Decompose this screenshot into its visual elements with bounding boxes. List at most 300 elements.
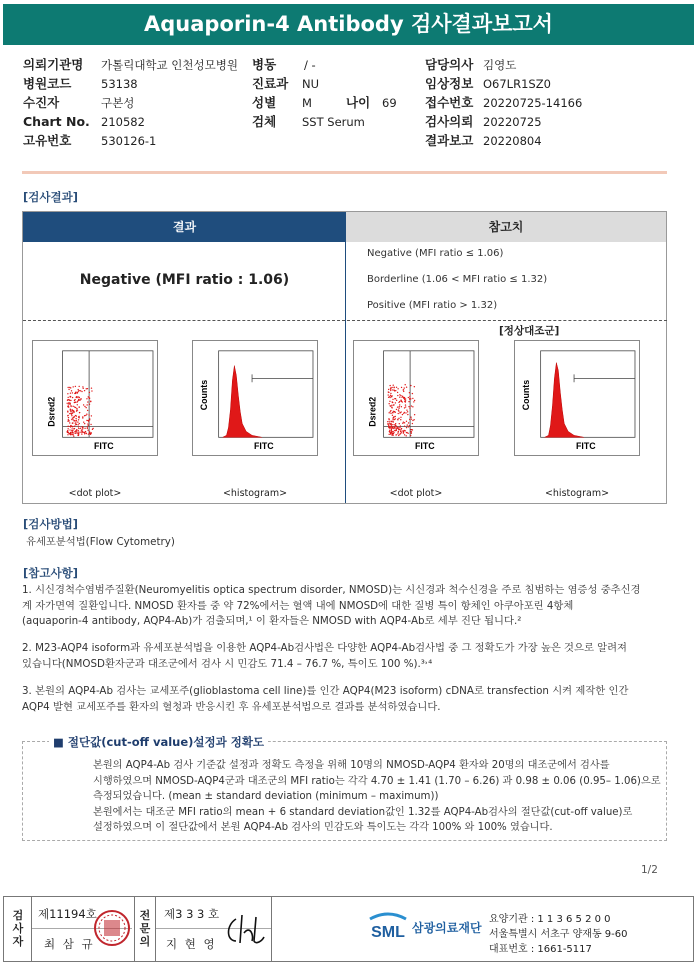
- dot-point: [405, 401, 406, 402]
- dot-point: [398, 429, 399, 430]
- dot-point: [406, 387, 407, 388]
- dot-point: [392, 427, 393, 428]
- dot-point: [76, 402, 77, 403]
- dot-point: [91, 387, 92, 388]
- dot-point: [87, 428, 88, 429]
- dot-point: [394, 426, 395, 427]
- dot-point: [83, 404, 84, 405]
- dot-point: [69, 402, 70, 403]
- dot-point: [82, 428, 83, 429]
- dot-point: [84, 432, 85, 433]
- dot-point: [399, 401, 400, 402]
- dot-point: [391, 396, 392, 397]
- dot-point: [409, 392, 410, 393]
- dot-point: [84, 433, 85, 434]
- note-3: 3. 본원의 AQP4-Ab 검사는 교세포주(glioblastoma cell line)를 인간 AQP4(M23 isoform) cDNA로 transfection 시켜 제작한 인간 AQP4 발현 교세포주를 환자의 혈청과 반응시킨 후 유세포분석법으로 결과를 분석하였습니다.: [22, 685, 629, 713]
- dot-point: [396, 400, 397, 401]
- dot-point: [75, 421, 76, 422]
- dot-point: [67, 403, 68, 404]
- dot-point: [86, 388, 87, 389]
- dot-point: [389, 431, 390, 432]
- result-value: Negative (MFI ratio : 1.06): [79, 272, 290, 288]
- dot-point: [83, 421, 84, 422]
- dot-point: [403, 431, 404, 432]
- dot-point: [410, 431, 411, 432]
- dot-point: [84, 415, 85, 416]
- dot-point: [406, 432, 407, 433]
- dot-point: [391, 432, 392, 433]
- page-number: 1/2: [641, 864, 658, 876]
- dot-point: [403, 391, 404, 392]
- histogram-peak: [223, 366, 262, 438]
- dot-point: [78, 430, 79, 431]
- dot-point: [412, 406, 413, 407]
- dot-point: [405, 400, 406, 401]
- inspector-seal-icon: [92, 903, 132, 953]
- dot-point: [401, 387, 402, 388]
- dot-point: [404, 398, 405, 399]
- dot-point: [413, 401, 414, 402]
- dot-point: [404, 426, 405, 427]
- dot-point: [77, 421, 78, 422]
- dot-point: [398, 427, 399, 428]
- dot-point: [69, 396, 70, 397]
- dot-point: [410, 435, 411, 436]
- dot-point: [404, 422, 405, 423]
- dot-point: [84, 423, 85, 424]
- dot-point: [400, 431, 401, 432]
- dot-point: [89, 392, 90, 393]
- dot-point: [68, 403, 69, 404]
- dot-point: [408, 422, 409, 423]
- note-2: 2. M23-AQP4 isoform과 유세포분석법을 이용한 AQP4-Ab검사법은 다양한 AQP4-Ab검사법 중 그 정확도가 가장 높은 것으로 알려져 있습니다(NMOSD환자군과 대조군에서 검사 시 민감도 71.4 – 76.7 %, 특이도 100 %).³˒⁴: [22, 642, 628, 670]
- x-axis-label: FITC: [94, 441, 114, 452]
- dot-point: [391, 387, 392, 388]
- dot-point: [390, 395, 391, 396]
- dot-point: [391, 421, 392, 422]
- dot-point: [71, 409, 72, 410]
- dot-point: [412, 398, 413, 399]
- dot-point: [80, 428, 81, 429]
- dot-point: [392, 399, 393, 400]
- dot-point: [82, 386, 83, 387]
- dot-point: [399, 397, 400, 398]
- dot-point: [75, 422, 76, 423]
- dot-point: [87, 423, 88, 424]
- dot-point: [90, 401, 91, 402]
- dot-point: [392, 421, 393, 422]
- dot-point: [406, 409, 407, 410]
- dot-point: [409, 396, 410, 397]
- address: 서울특별시 서초구 양재동 9-60: [489, 929, 628, 940]
- dot-point: [67, 406, 68, 407]
- dot-point: [388, 389, 389, 390]
- result-header: 결과: [23, 212, 346, 242]
- dot-point: [88, 414, 89, 415]
- dot-point: [409, 408, 410, 409]
- inspector-name: 최 삼 규: [44, 937, 95, 951]
- dot-point: [75, 418, 76, 419]
- dot-point: [77, 404, 78, 405]
- dot-point: [82, 416, 83, 417]
- dot-point: [70, 410, 71, 411]
- dot-point: [399, 427, 400, 428]
- dot-point: [398, 410, 399, 411]
- dot-point: [73, 428, 74, 429]
- dot-point: [411, 433, 412, 434]
- dot-point: [402, 423, 403, 424]
- dot-point: [405, 435, 406, 436]
- dot-point: [397, 433, 398, 434]
- dot-point: [67, 393, 68, 394]
- specialist-label: 전문의: [139, 909, 151, 948]
- dot-point: [72, 386, 73, 387]
- dot-point: [407, 411, 408, 412]
- note-1: 1. 시신경척수염범주질환(Neuromyelitis optica spectrum disorder, NMOSD)는 시신경과 척수신경을 주로 침범하는 염증성 중추신경 계 자가면역 질환입니다. NMOSD 환자를 중 약 72%에서는 혈액 내에 NMOSD에 대한 질병 특이 항체인 아쿠아포린 4항체 (aquaporin-4 antibody, AQP4-Ab)가 검출되며,¹ 이 환자들은 NMOSD with AQP4-Ab로 세부 진단 됩니다.²: [22, 584, 641, 627]
- agency-number: 요양기관 : 1 1 3 6 5 2 0 0: [489, 914, 611, 925]
- dot-point: [401, 400, 402, 401]
- dot-point: [393, 411, 394, 412]
- dot-point: [71, 415, 72, 416]
- dot-point: [397, 392, 398, 393]
- dot-point: [409, 419, 410, 420]
- dot-point: [74, 426, 75, 427]
- plot-frame: [384, 351, 474, 437]
- specialist-number: 제3 3 3 호: [164, 907, 220, 921]
- plot-caption: <dot plot>: [68, 488, 122, 499]
- dot-point: [76, 409, 77, 410]
- dot-point: [82, 427, 83, 428]
- dot-point: [388, 412, 389, 413]
- dot-point: [407, 414, 408, 415]
- dot-point: [78, 417, 79, 418]
- dot-point: [67, 415, 68, 416]
- dot-point: [395, 416, 396, 417]
- dot-point: [400, 395, 401, 396]
- y-axis-label: Counts: [520, 379, 531, 411]
- dot-point: [406, 427, 407, 428]
- dot-point: [392, 419, 393, 420]
- x-axis-label: FITC: [576, 441, 596, 452]
- dot-point: [71, 419, 72, 420]
- dot-point: [67, 387, 68, 388]
- dot-point: [81, 432, 82, 433]
- dot-point: [388, 403, 389, 404]
- dot-point: [395, 425, 396, 426]
- dot-point: [67, 434, 68, 435]
- dot-point: [71, 414, 72, 415]
- dot-point: [412, 420, 413, 421]
- dot-point: [400, 425, 401, 426]
- dot-point: [72, 422, 73, 423]
- dot-point: [71, 426, 72, 427]
- dot-point: [389, 421, 390, 422]
- dot-point: [391, 435, 392, 436]
- inspector-number: 제11194호: [38, 907, 97, 921]
- dot-point: [86, 414, 87, 415]
- dot-point: [91, 390, 92, 391]
- dot-plot-graphic: [33, 341, 157, 455]
- dot-point: [74, 400, 75, 401]
- dot-point: [406, 421, 407, 422]
- dot-point: [90, 424, 91, 425]
- dot-plot-graphic: [354, 341, 478, 455]
- reference-borderline: Borderline (1.06 < MFI ratio ≤ 1.32): [367, 274, 548, 285]
- dot-point: [86, 433, 87, 434]
- dot-point: [397, 432, 398, 433]
- method-section-title: [검사방법]: [23, 517, 78, 531]
- dot-point: [72, 397, 73, 398]
- dot-point: [397, 406, 398, 407]
- y-axis-label: Dsred2: [367, 396, 378, 427]
- dot-point: [89, 431, 90, 432]
- patient-info-right: 담당의사 김영도 임상정보 O67LR1SZ0 접수번호 20220725-14166 검사의뢰 20220725 결과보고 20220804: [425, 57, 583, 148]
- dot-point: [79, 400, 80, 401]
- cutoff-box: [22, 735, 667, 841]
- reference-header: 참고치: [346, 212, 666, 242]
- dot-point: [393, 417, 394, 418]
- dot-point: [89, 433, 90, 434]
- dot-point: [410, 429, 411, 430]
- dot-point: [83, 388, 84, 389]
- dot-point: [87, 410, 88, 411]
- dot-point: [84, 428, 85, 429]
- dot-point: [85, 407, 86, 408]
- section-divider: [22, 171, 667, 174]
- dot-point: [74, 402, 75, 403]
- dot-point: [393, 433, 394, 434]
- dot-point: [390, 431, 391, 432]
- dot-point: [74, 393, 75, 394]
- dot-point: [81, 391, 82, 392]
- dot-point: [78, 424, 79, 425]
- dot-point: [72, 419, 73, 420]
- dot-point: [81, 429, 82, 430]
- dot-point: [391, 407, 392, 408]
- method-text: 유세포분석법(Flow Cytometry): [26, 536, 175, 548]
- dot-point: [70, 433, 71, 434]
- dot-point: [395, 398, 396, 399]
- phone: 대표번호 : 1661-5117: [489, 944, 592, 955]
- dot-point: [395, 402, 396, 403]
- dot-point: [76, 396, 77, 397]
- dot-point: [76, 424, 77, 425]
- dot-point: [70, 392, 71, 393]
- dot-point: [388, 394, 389, 395]
- inspector-label: 검사자: [12, 909, 24, 948]
- dot-point: [392, 431, 393, 432]
- histogram-peak: [545, 363, 584, 438]
- dot-point: [403, 397, 404, 398]
- dot-point: [395, 412, 396, 413]
- dot-point: [79, 397, 80, 398]
- dot-point: [392, 424, 393, 425]
- dot-point: [408, 401, 409, 402]
- age-label: 나이: [346, 95, 371, 110]
- dot-point: [397, 395, 398, 396]
- dot-point: [387, 421, 388, 422]
- dot-point: [388, 425, 389, 426]
- dot-point: [392, 389, 393, 390]
- dot-point: [410, 385, 411, 386]
- cutoff-text: 본원의 AQP4-Ab 검사 기준값 설정과 정확도 측정을 위해 10명의 NMOSD-AQP4 환자와 20명의 대조군에서 검사를 시행하였으며 NMOSD-AQP4군과 대조군의 MFI ratio는 각각 4.70 ± 1.41 (1.70 – 6.26) 과 0.98 ± 0.06 (0.95– 1.06)으로 측정되었습니다. (mean ± standard deviation (minimum – maximum)) 본원에서는 대조군 MFI ratio의 mean + 6 standard deviation값인 1.32를 AQP4-Ab검사의 절단값(cut-off value)로 설정하였으며 이 절단값에서 본원 AQP4-Ab 검사의 민감도와 특이도는 각각 100% 와 100% 였습니다.: [93, 760, 661, 833]
- dot-point: [405, 430, 406, 431]
- dot-point: [78, 426, 79, 427]
- dot-point: [402, 401, 403, 402]
- dot-point: [394, 430, 395, 431]
- dot-point: [390, 390, 391, 391]
- dot-point: [78, 419, 79, 420]
- dot-point: [397, 427, 398, 428]
- dot-point: [400, 429, 401, 430]
- dot-point: [395, 427, 396, 428]
- dot-point: [86, 404, 87, 405]
- dot-point: [398, 435, 399, 436]
- dot-point: [73, 417, 74, 418]
- specialist-signature-icon: [222, 911, 268, 951]
- reference-positive: Positive (MFI ratio > 1.32): [367, 300, 498, 311]
- dot-point: [92, 428, 93, 429]
- result-dashed-divider: [23, 320, 345, 321]
- dot-point: [72, 432, 73, 433]
- y-axis-label: Counts: [198, 379, 209, 411]
- dot-point: [399, 423, 400, 424]
- dot-point: [88, 433, 89, 434]
- dot-point: [401, 406, 402, 407]
- dot-point: [408, 426, 409, 427]
- dot-point: [72, 430, 73, 431]
- dot-point: [393, 387, 394, 388]
- dot-point: [388, 392, 389, 393]
- dot-point: [393, 428, 394, 429]
- dot-point: [399, 434, 400, 435]
- dot-point: [398, 408, 399, 409]
- dot-point: [77, 434, 78, 435]
- dot-point: [70, 405, 71, 406]
- dot-point: [407, 424, 408, 425]
- dot-point: [389, 396, 390, 397]
- dot-point: [412, 423, 413, 424]
- dot-point: [395, 390, 396, 391]
- dot-point: [68, 389, 69, 390]
- dot-point: [405, 384, 406, 385]
- dot-point: [390, 389, 391, 390]
- dot-point: [389, 427, 390, 428]
- dot-point: [72, 406, 73, 407]
- dot-point: [395, 434, 396, 435]
- dot-point: [390, 410, 391, 411]
- dot-point: [399, 412, 400, 413]
- dot-point: [88, 420, 89, 421]
- dot-point: [81, 433, 82, 434]
- dot-cloud: [67, 386, 94, 437]
- dot-point: [89, 404, 90, 405]
- dot-point: [77, 392, 78, 393]
- dot-point: [69, 413, 70, 414]
- dot-point: [399, 404, 400, 405]
- dot-point: [391, 425, 392, 426]
- patient-info-left: 의뢰기관명 가톨릭대학교 인천성모병원 병원코드 53138 수진자 구본성 Chart No. 210582 고유번호 530126-1: [23, 57, 238, 148]
- dot-point: [86, 420, 87, 421]
- histogram-graphic: [515, 341, 639, 455]
- y-axis-label: Dsred2: [46, 396, 57, 427]
- dot-point: [71, 390, 72, 391]
- result-table: [22, 211, 667, 504]
- dot-point: [71, 428, 72, 429]
- dot-point: [70, 387, 71, 388]
- dot-point: [412, 429, 413, 430]
- dot-point: [70, 426, 71, 427]
- logo-text: SML: [371, 924, 405, 941]
- control-histogram: [514, 340, 640, 456]
- dot-point: [407, 433, 408, 434]
- plot-caption: <histogram>: [222, 488, 288, 499]
- dot-point: [389, 430, 390, 431]
- age-value: 69: [382, 96, 397, 110]
- dot-point: [402, 414, 403, 415]
- dot-point: [85, 415, 86, 416]
- dot-point: [68, 417, 69, 418]
- dot-point: [392, 412, 393, 413]
- dot-point: [392, 402, 393, 403]
- dot-point: [395, 423, 396, 424]
- dot-point: [388, 397, 389, 398]
- dot-point: [81, 398, 82, 399]
- dot-point: [73, 435, 74, 436]
- dot-point: [67, 397, 68, 398]
- dot-point: [394, 419, 395, 420]
- dot-point: [89, 398, 90, 399]
- dot-point: [87, 388, 88, 389]
- dot-point: [409, 399, 410, 400]
- dot-point: [91, 415, 92, 416]
- histogram-graphic: [193, 341, 317, 455]
- dot-point: [410, 416, 411, 417]
- dot-point: [393, 385, 394, 386]
- dot-point: [408, 397, 409, 398]
- dot-point: [393, 390, 394, 391]
- dot-point: [411, 418, 412, 419]
- patient-info-middle: 병동 / - 진료과 NU 성별 M 나이 69 검체 SST Serum: [252, 57, 397, 129]
- dot-point: [71, 433, 72, 434]
- dot-point: [388, 418, 389, 419]
- dot-point: [398, 418, 399, 419]
- dot-point: [88, 425, 89, 426]
- dot-point: [67, 426, 68, 427]
- dot-point: [75, 407, 76, 408]
- dot-point: [414, 414, 415, 415]
- dot-point: [69, 429, 70, 430]
- dot-point: [87, 430, 88, 431]
- control-dot-plot: [353, 340, 479, 456]
- x-axis-label: FITC: [254, 441, 274, 452]
- dot-point: [387, 423, 388, 424]
- dot-point: [404, 387, 405, 388]
- dot-point: [405, 406, 406, 407]
- dot-point: [391, 405, 392, 406]
- dot-point: [405, 404, 406, 405]
- footer: [3, 896, 694, 962]
- dot-point: [84, 390, 85, 391]
- dot-point: [397, 388, 398, 389]
- dot-point: [88, 396, 89, 397]
- dot-point: [392, 415, 393, 416]
- dot-point: [403, 432, 404, 433]
- dot-point: [78, 386, 79, 387]
- dot-point: [397, 419, 398, 420]
- dot-point: [401, 432, 402, 433]
- dot-point: [399, 406, 400, 407]
